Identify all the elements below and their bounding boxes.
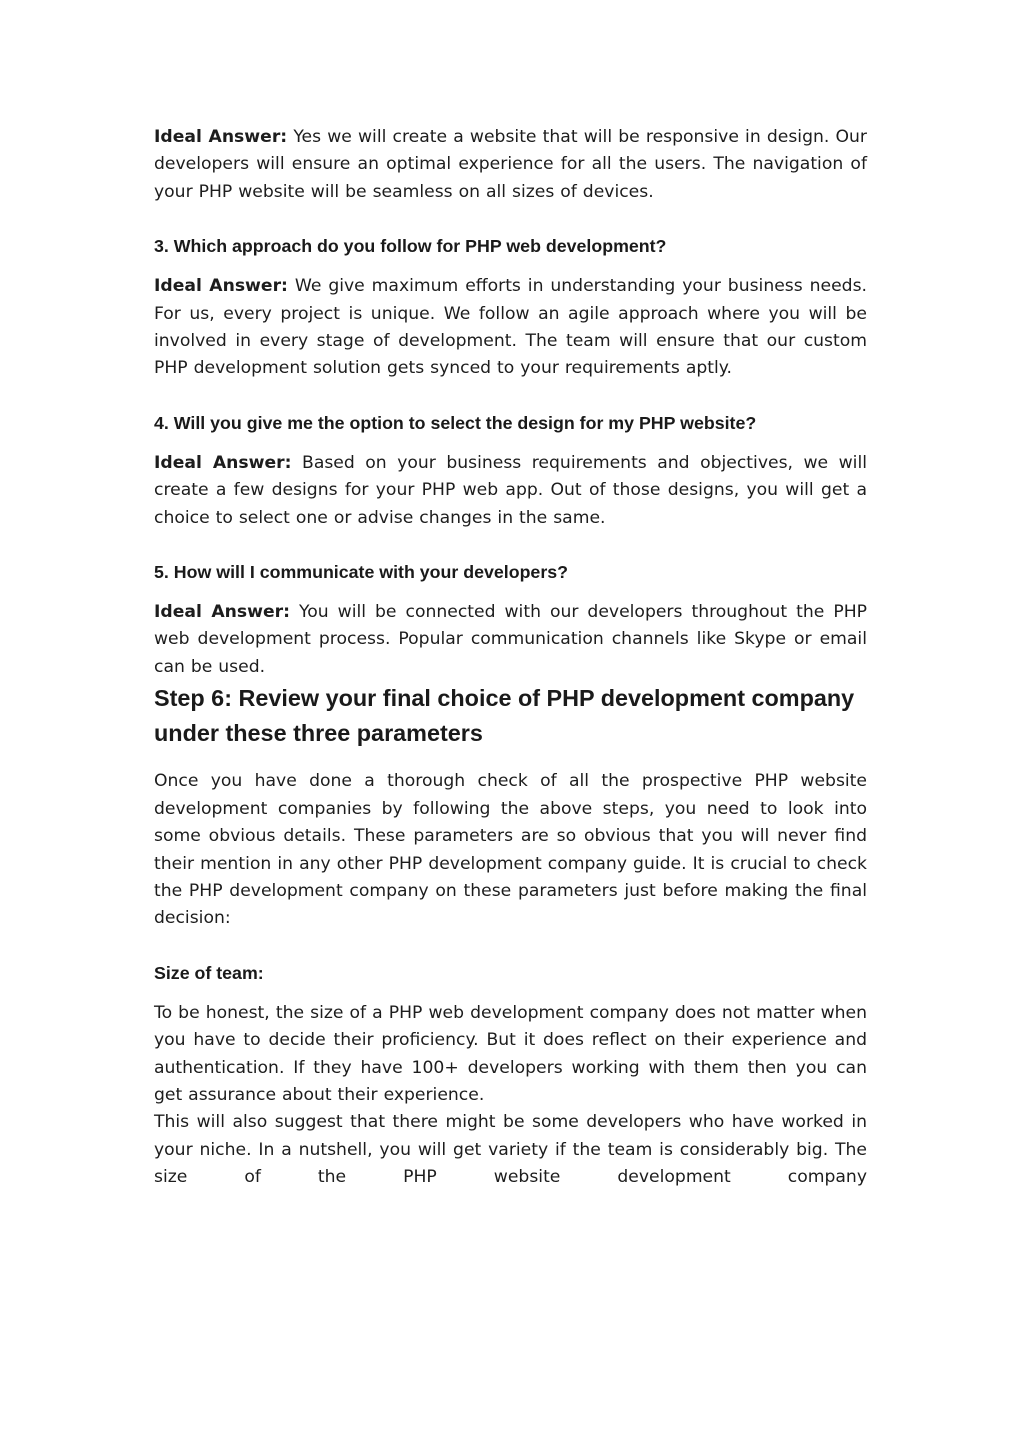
size-of-team-heading: Size of team: xyxy=(154,962,264,983)
question-5-heading: 5. How will I communicate with your developers? xyxy=(154,562,568,583)
answer-2-text: Yes we will create a website that will be responsive in design. Our developers will ensure an optimal experience for all the users. The navigation of your PHP website will be seamless on all sizes of devices. xyxy=(154,127,867,202)
answer-4-text: Based on your business requirements and objectives, we will create a few designs for your PHP web app. Out of those designs, you will get a choice to select one or advise changes in the same. xyxy=(154,452,868,528)
answer-4-paragraph xyxy=(154,450,867,532)
answer-5-lead: Ideal Answer: xyxy=(154,602,291,623)
answer-2-lead: Ideal Answer: xyxy=(154,127,288,147)
size-paragraph-2: This will also suggest that there might be some developers who have worked in your niche. In a nutshell, you will get variety if the team is considerably big. The size of the PHP website development company xyxy=(154,1112,867,1188)
question-4-heading: 4. Will you give me the option to select the design for my PHP website? xyxy=(154,412,757,433)
answer-3-text: We give maximum efforts in understanding your business needs. For us, every project is unique. We follow an agile approach where you will be involved in every stage of development. The team will ensure that our custom PHP development solution gets synced to your requirements aptly. xyxy=(154,276,867,379)
answer-2-paragraph xyxy=(154,124,867,206)
document-page xyxy=(154,124,867,1192)
step-6-heading: Step 6: Review your final choice of PHP development company under these three parameters xyxy=(154,685,855,747)
answer-3-lead: Ideal Answer: xyxy=(154,276,288,297)
answer-4-lead: Ideal Answer: xyxy=(154,452,292,473)
question-3-heading: 3. Which approach do you follow for PHP web development? xyxy=(154,236,667,257)
answer-5-text: You will be connected with our developers throughout the PHP web development process. Popular communication channels like Skype or email can be used. xyxy=(154,602,867,677)
answer-5-paragraph xyxy=(154,599,867,681)
step-6-intro-paragraph: Once you have done a thorough check of all the prospective PHP website development companies by following the above steps, you need to look into some obvious details. These parameters are so obvious that you will never find their mention in any other PHP development company guide. It is crucial to check the PHP development company on these parameters just before making the final decision: xyxy=(154,771,867,929)
answer-3-paragraph xyxy=(154,273,867,383)
size-paragraph-1: To be honest, the size of a PHP web development company does not matter when you have to decide their proficiency. But it does reflect on their experience and authentication. If they have 100+ developers working with them then you can get assurance about their experience. xyxy=(154,1002,867,1105)
